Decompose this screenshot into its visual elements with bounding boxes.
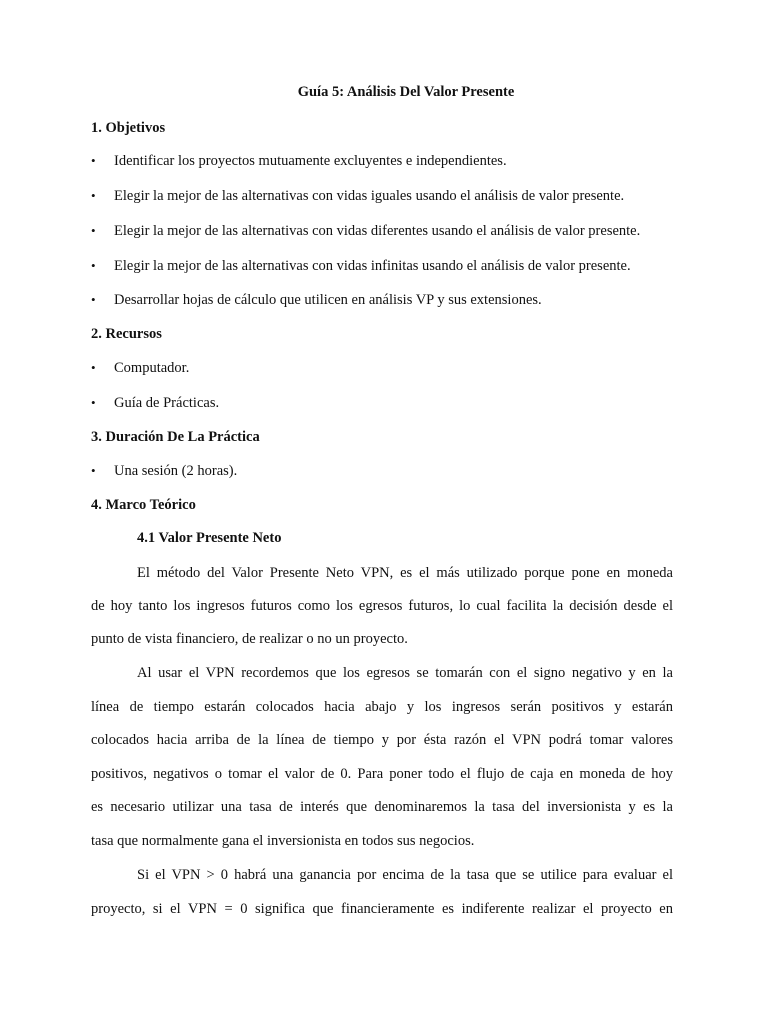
list-item-text: Computador. — [114, 360, 190, 376]
paragraph-line: Si el VPN > 0 habrá una ganancia por encima de la tasa que se utilice para evaluar el — [137, 867, 673, 883]
section-heading-marco-teorico: 4. Marco Teórico — [91, 497, 196, 513]
document-title: Guía 5: Análisis Del Valor Presente — [297, 84, 515, 100]
paragraph-line: tasa que normalmente gana el inversionista en todos sus negocios. — [91, 833, 475, 849]
paragraph-line: proyecto, si el VPN = 0 significa que financieramente es indiferente realizar el proyecto en — [91, 901, 673, 917]
list-item-text: Guía de Prácticas. — [114, 395, 220, 411]
bullet-icon: • — [91, 360, 96, 375]
list-item-text: Elegir la mejor de las alternativas con vidas iguales usando el análisis de valor presente. — [114, 188, 625, 204]
list-item-text: Desarrollar hojas de cálculo que utilicen en análisis VP y sus extensiones. — [114, 292, 542, 308]
paragraph-line: punto de vista financiero, de realizar o no un proyecto. — [91, 631, 408, 647]
list-item — [91, 188, 624, 205]
list-item — [91, 463, 237, 480]
paragraph-line: de hoy tanto los ingresos futuros como los egresos futuros, lo cual facilita la decisión desde el — [91, 598, 673, 614]
bullet-icon: • — [91, 188, 96, 203]
paragraph-line: positivos, negativos o tomar el valor de 0. Para poner todo el flujo de caja en moneda de hoy — [91, 766, 673, 782]
list-item — [91, 153, 507, 170]
list-item — [91, 292, 542, 309]
paragraph-line: Al usar el VPN recordemos que los egresos se tomarán con el signo negativo y en la — [137, 665, 673, 681]
section-heading-objetivos: 1. Objetivos — [91, 120, 166, 136]
list-item — [91, 258, 631, 275]
paragraph-line: es necesario utilizar una tasa de interés que denominaremos la tasa del inversionista y es la — [91, 799, 673, 815]
list-item-text: Identificar los proyectos mutuamente excluyentes e independientes. — [114, 153, 507, 169]
paragraph-line: línea de tiempo estarán colocados hacia abajo y los ingresos serán positivos y estarán — [91, 699, 673, 715]
bullet-icon: • — [91, 258, 96, 273]
list-item-text: Una sesión (2 horas). — [114, 463, 238, 479]
bullet-icon: • — [91, 292, 96, 307]
list-item — [91, 223, 640, 240]
subsection-heading-valor-presente-neto: 4.1 Valor Presente Neto — [137, 530, 282, 546]
list-item-text: Elegir la mejor de las alternativas con vidas diferentes usando el análisis de valor presente. — [114, 223, 641, 239]
bullet-icon: • — [91, 395, 96, 410]
bullet-icon: • — [91, 463, 96, 478]
paragraph-line: El método del Valor Presente Neto VPN, es el más utilizado porque pone en moneda — [137, 565, 673, 581]
section-heading-recursos: 2. Recursos — [91, 326, 162, 342]
bullet-icon: • — [91, 153, 96, 168]
list-item-text: Elegir la mejor de las alternativas con vidas infinitas usando el análisis de valor presente. — [114, 258, 631, 274]
list-item — [91, 360, 189, 377]
bullet-icon: • — [91, 223, 96, 238]
list-item — [91, 395, 219, 412]
section-heading-duracion: 3. Duración De La Práctica — [91, 429, 260, 445]
paragraph-line: colocados hacia arriba de la línea de tiempo y por ésta razón el VPN podrá tomar valores — [91, 732, 673, 748]
